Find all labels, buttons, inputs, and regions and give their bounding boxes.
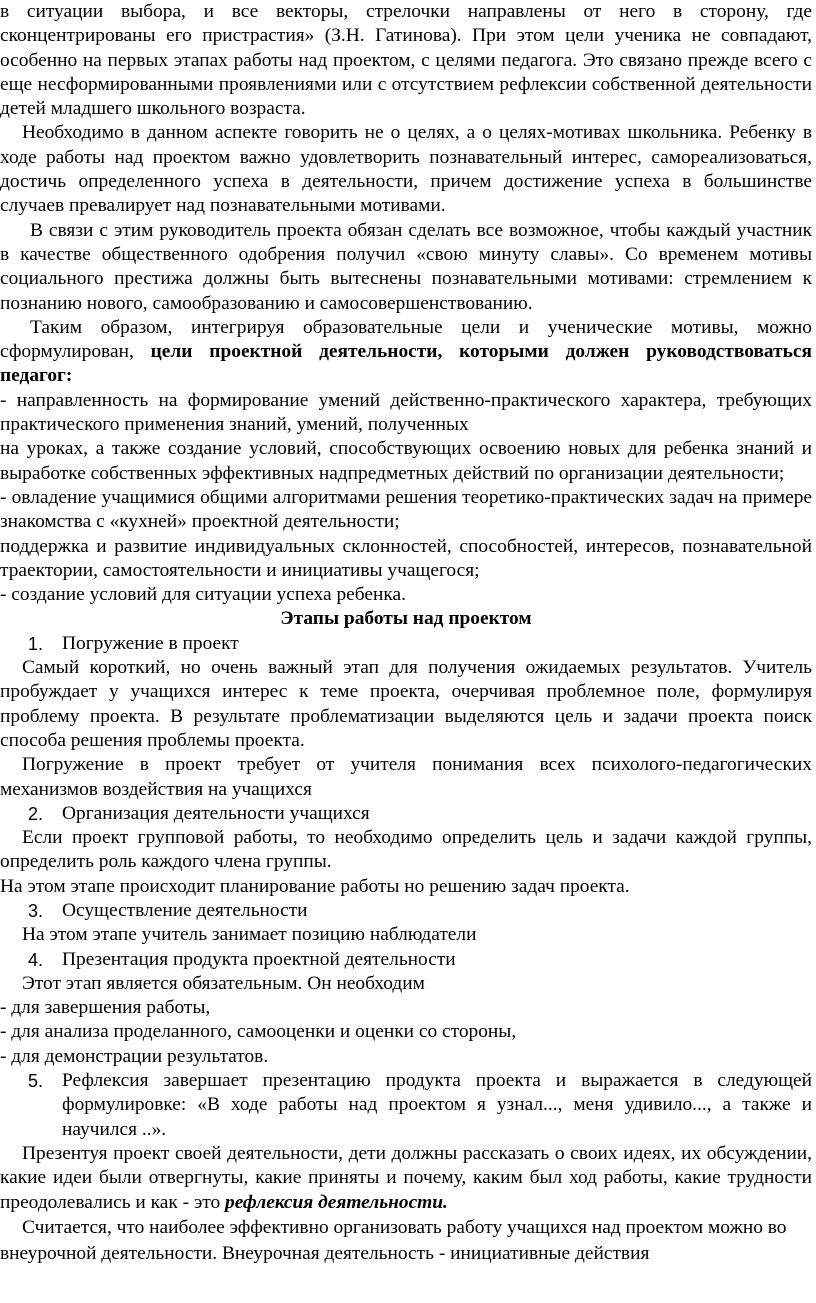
stage-3-paragraph-1: На этом этапе учитель занимает позицию наблюдатели <box>22 924 477 946</box>
stage-4-paragraph-1: Этот этап является обязательным. Он необходим <box>22 972 425 994</box>
stage-5-text: Рефлексия завершает презентацию продукта проекта и выражается в следующей формулировке: «В ходе работы над проектом я узнал..., меня удивило..., а также и научился ..». <box>62 1070 812 1140</box>
stage-2-paragraph-2: На этом этапе происходит планирование работы но решению задач проекта. <box>0 875 630 897</box>
stage-4-number: 4. <box>28 949 44 970</box>
paragraph-goals-intro <box>0 316 812 389</box>
goals-intro-text: Таким образом, интегрируя образовательные цели и ученические мотивы, можно сформулирован, <box>0 316 812 363</box>
stage-3-label: Осуществление деятельности <box>62 899 308 921</box>
paragraph-intro: в ситуации выбора, и все векторы, стрелочки направлены от него в сторону, где сконцентрированы его пристрастия» (З.Н. Гатинова). При этом цели ученика не совпадают, особенно на первых этапах работы над проектом, с целями педагога. Это связано прежде всего с еще несформированными проявлениями или с отсутствием рефлексии собственной деятельности детей младшего школьного возраста. <box>0 1 812 120</box>
stage-5-item <box>0 1069 812 1142</box>
stage-1-paragraph-1: Самый короткий, но очень важный этап для получения ожидаемых результатов. Учитель пробуждает у учащихся интерес к теме проекта, очерчивая проблемное поле, формулируя проблему проекта. В результате проблематизации выделяются цель и задачи проекта поиск способа решения проблемы проекта. <box>0 657 812 751</box>
goals-intro-bold: цели проектной деятельности, которыми должен руководствоваться педагог: <box>0 341 812 387</box>
stage-1-title <box>0 632 812 656</box>
stage-4-list-item-1: - для завершения работы, <box>0 997 211 1019</box>
stage-1-paragraph-2: Погружение в проект требует от учителя понимания всех психолого-педагогических механизмов воздействия на учащихся <box>0 754 812 800</box>
paragraph-motives: Необходимо в данном аспекте говорить не о целях, а о целях-мотивах школьника. Ребенку в ходе работы над проектом важно удовлетворить познавательный интерес, самореализоваться, достичь определенного успеха в деятельности, причем достижение успеха в большинстве случаев превалирует над познавательными мотивами. <box>0 122 812 217</box>
stage-5-number: 5. <box>28 1071 44 1092</box>
goal-item-3: поддержка и развитие индивидуальных склонностей, способностей, интересов, познавательной траектории, самостоятельности и инициативы учащегося; <box>0 535 812 581</box>
stage-2-number: 2. <box>28 803 44 824</box>
goal-item-1a: - направленность на формирование умений действенно-практического характера, требующих практического применения знаний, умений, полученных <box>0 389 812 436</box>
stage-2-label: Организация деятельности учащихся <box>62 802 370 824</box>
presentation-text: Презентуя проект своей деятельности, дети должны рассказать о своих идеях, их обсуждении, какие идеи были отвергнуты, какие приняты и почему, каким был ход работы, какие трудности преодолевались и как - это <box>0 1142 812 1213</box>
section-heading: Этапы работы над проектом <box>280 608 532 630</box>
stage-3-title <box>0 899 812 923</box>
stage-4-title <box>0 948 812 972</box>
stage-3-number: 3. <box>28 900 44 921</box>
stage-4-label: Презентация продукта проектной деятельности <box>62 948 456 970</box>
presentation-emphasis: рефлексия деятельности. <box>225 1191 448 1213</box>
stage-4-list-item-2: - для анализа проделанного, самооценки и оценки со стороны, <box>0 1021 517 1043</box>
paragraph-presentation <box>0 1142 812 1215</box>
goal-item-4: - создание условий для ситуации успеха ребенка. <box>0 584 406 606</box>
stage-2-paragraph-1: Если проект групповой работы, то необходимо определить цель и задачи каждой группы, определить роль каждого члена группы. <box>0 827 812 873</box>
stage-2-title <box>0 802 812 826</box>
stage-1-number: 1. <box>28 633 44 654</box>
paragraph-leader: В связи с этим руководитель проекта обязан сделать все возможное, чтобы каждый участник в качестве общественного одобрения получил «свою минуту славы». Со временем мотивы социального престижа должны быть вытеснены познавательными мотивами: стремлением к познанию нового, самообразованию и самосовершенствованию. <box>0 219 812 314</box>
goal-item-1b: на уроках, а также создание условий, способствующих освоению новых для ребенка знаний и выработке собственных эффективных надпредметных действий по организации деятельности; <box>0 438 812 484</box>
stage-1-label: Погружение в проект <box>62 632 239 654</box>
stage-4-list-item-3: - для демонстрации результатов. <box>0 1045 269 1067</box>
paragraph-extracurricular: Считается, что наиболее эффективно организовать работу учащихся над проектом можно во внеурочной деятельности. Внеурочная деятельность - инициативные действия <box>0 1216 787 1264</box>
goal-item-2: - овладение учащимися общими алгоритмами решения теоретико-практических задач на примере знакомства с «кухней» проектной деятельности; <box>0 486 812 533</box>
